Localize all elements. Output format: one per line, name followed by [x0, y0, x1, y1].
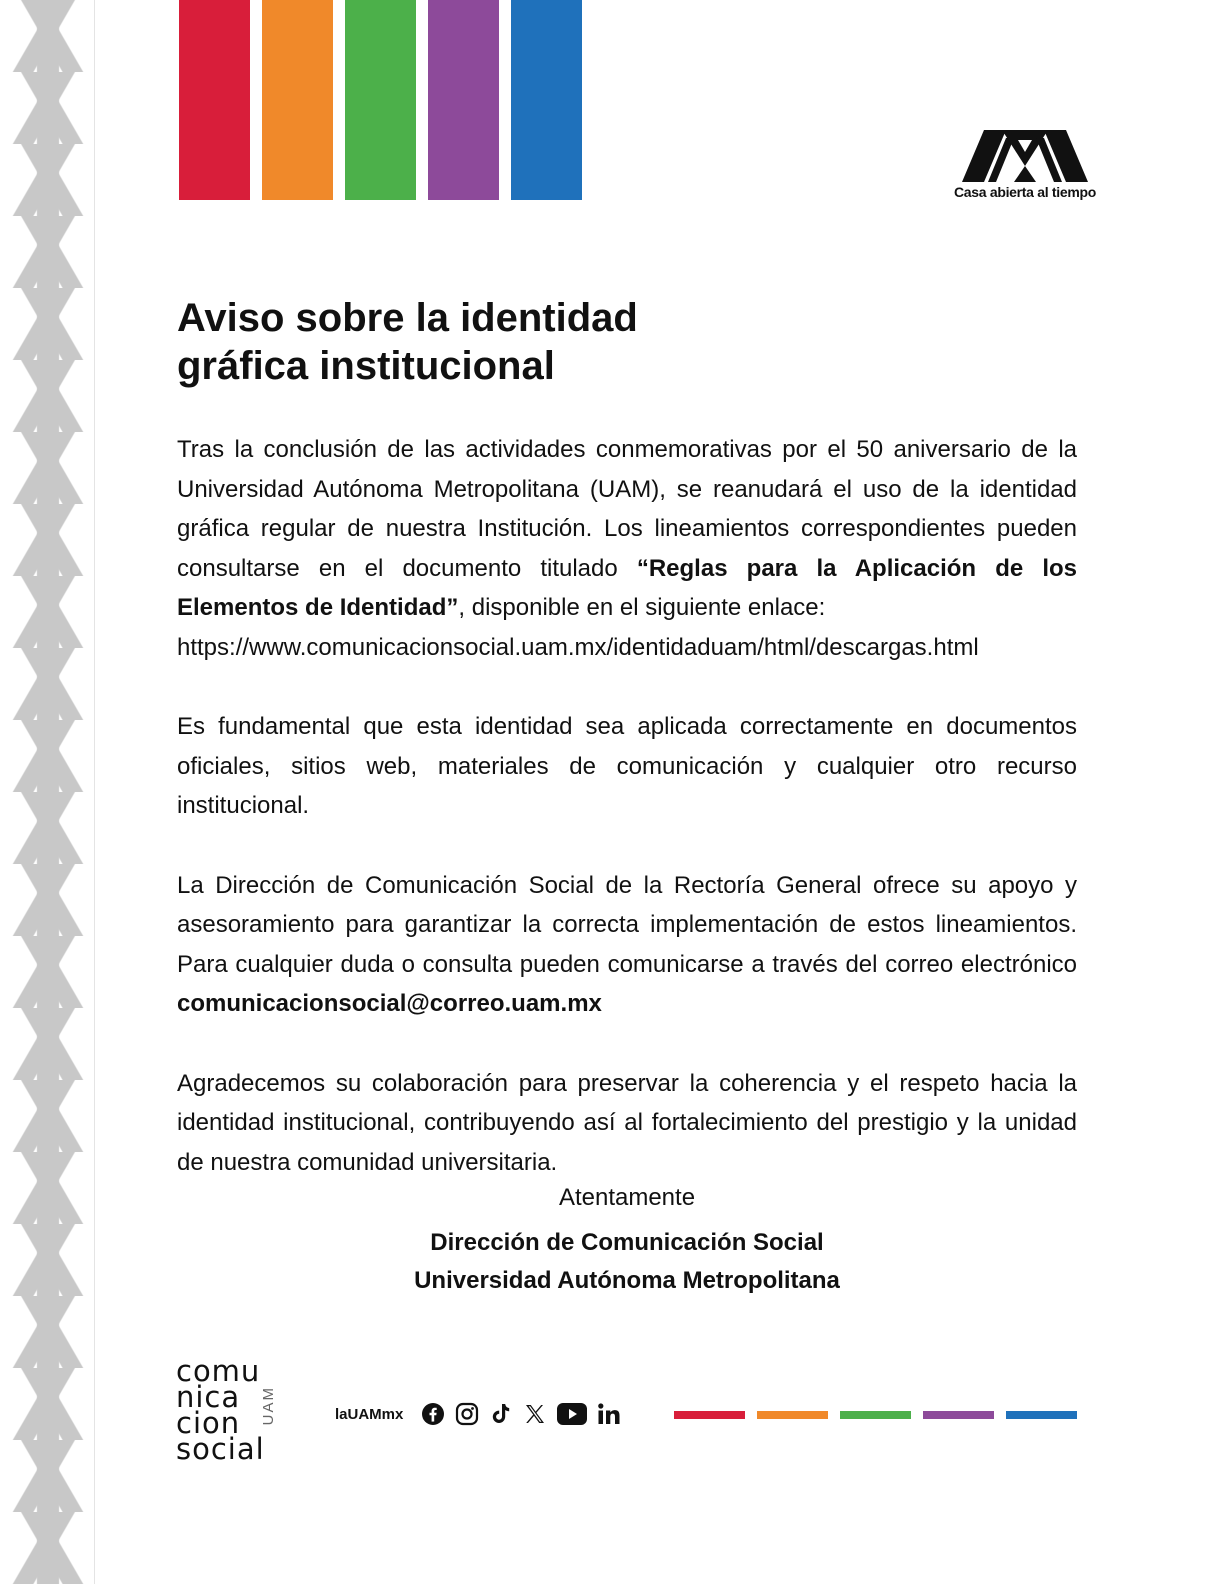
logo-motto: Casa abierta al tiempo	[953, 184, 1096, 200]
top-color-bars	[179, 0, 582, 200]
facebook-icon[interactable]	[421, 1402, 445, 1426]
linkedin-icon[interactable]	[597, 1402, 621, 1426]
logo-line-4: social	[176, 1432, 265, 1466]
document-title: “Reglas para la Aplicación de los Elementos de Identidad”	[177, 554, 1077, 622]
footer-color-bars	[674, 1411, 1077, 1419]
page-title	[177, 294, 877, 390]
uam-emblem-icon	[962, 126, 1088, 182]
color-bar-green	[345, 0, 416, 200]
closing-greeting: Atentamente	[558, 1184, 696, 1211]
paragraph-1-text-end: , disponible en el siguiente enlace:	[458, 594, 826, 622]
signatory-department: Dirección de Comunicación Social	[430, 1229, 824, 1256]
instagram-icon[interactable]	[455, 1402, 479, 1426]
paragraph-3-text: La Dirección de Comunicación Social de la Rectoría General ofrece su apoyo y asesoramiento para garantizar la correcta implementación de estos lineamientos. Para cualquier duda o consulta pueden comunicarse a través del correo electrónico	[177, 871, 1077, 978]
social-handle: laUAMmx	[335, 1405, 404, 1423]
social-media-bar	[335, 1398, 621, 1430]
notice-body	[177, 430, 1077, 1222]
signatory-university: Universidad Autónoma Metropolitana	[414, 1267, 840, 1294]
contact-email[interactable]: comunicacionsocial@correo.uam.mx	[177, 990, 602, 1018]
logo-side-text: UAM	[260, 1386, 277, 1426]
footer-bar-blue	[1006, 1411, 1077, 1419]
logo-line-3: cion	[176, 1406, 241, 1440]
footer-bar-red	[674, 1411, 745, 1419]
x-icon[interactable]	[523, 1402, 547, 1426]
paragraph-4: Agradecemos su colaboración para preservar la coherencia y el respeto hacia la identidad institucional, contribuyendo así al fortalecimiento del prestigio y la unidad de nuestra comunidad universitaria.	[177, 1069, 1077, 1176]
youtube-icon[interactable]	[557, 1402, 587, 1426]
logo-line-1: comu	[176, 1354, 261, 1388]
color-bar-orange	[262, 0, 333, 200]
guidelines-link[interactable]: https://www.comunicacionsocial.uam.mx/identidaduam/html/descargas.html	[177, 633, 979, 661]
footer-bar-purple	[923, 1411, 994, 1419]
logo-line-2: nica	[176, 1380, 241, 1414]
uam-logo	[950, 126, 1100, 200]
paragraph-3	[177, 866, 1077, 1024]
closing-signature	[177, 1178, 1077, 1300]
tiktok-icon[interactable]	[489, 1402, 513, 1426]
side-decorative-pattern	[0, 0, 96, 1584]
title-line-2: gráfica institucional	[177, 344, 555, 388]
paragraph-1-text: Tras la conclusión de las actividades conmemorativas por el 50 aniversario de la Universidad Autónoma Metropolitana (UAM), se reanudará el uso de la identidad gráfica regular de nuestra Institución. Los lineamientos correspondientes pueden consultarse en el documento titulado	[177, 436, 1077, 582]
title-line-1: Aviso sobre la identidad	[177, 296, 638, 340]
color-bar-blue	[511, 0, 582, 200]
paragraph-1	[177, 430, 1077, 668]
color-bar-red	[179, 0, 250, 200]
footer-bar-orange	[757, 1411, 828, 1419]
color-bar-purple	[428, 0, 499, 200]
side-pattern-edge	[94, 0, 95, 1584]
paragraph-2: Es fundamental que esta identidad sea aplicada correctamente en documentos oficiales, sitios web, materiales de comunicación y cualquier otro recurso institucional.	[177, 713, 1077, 820]
footer-bar-green	[840, 1411, 911, 1419]
comunicacion-social-logo	[176, 1354, 286, 1468]
